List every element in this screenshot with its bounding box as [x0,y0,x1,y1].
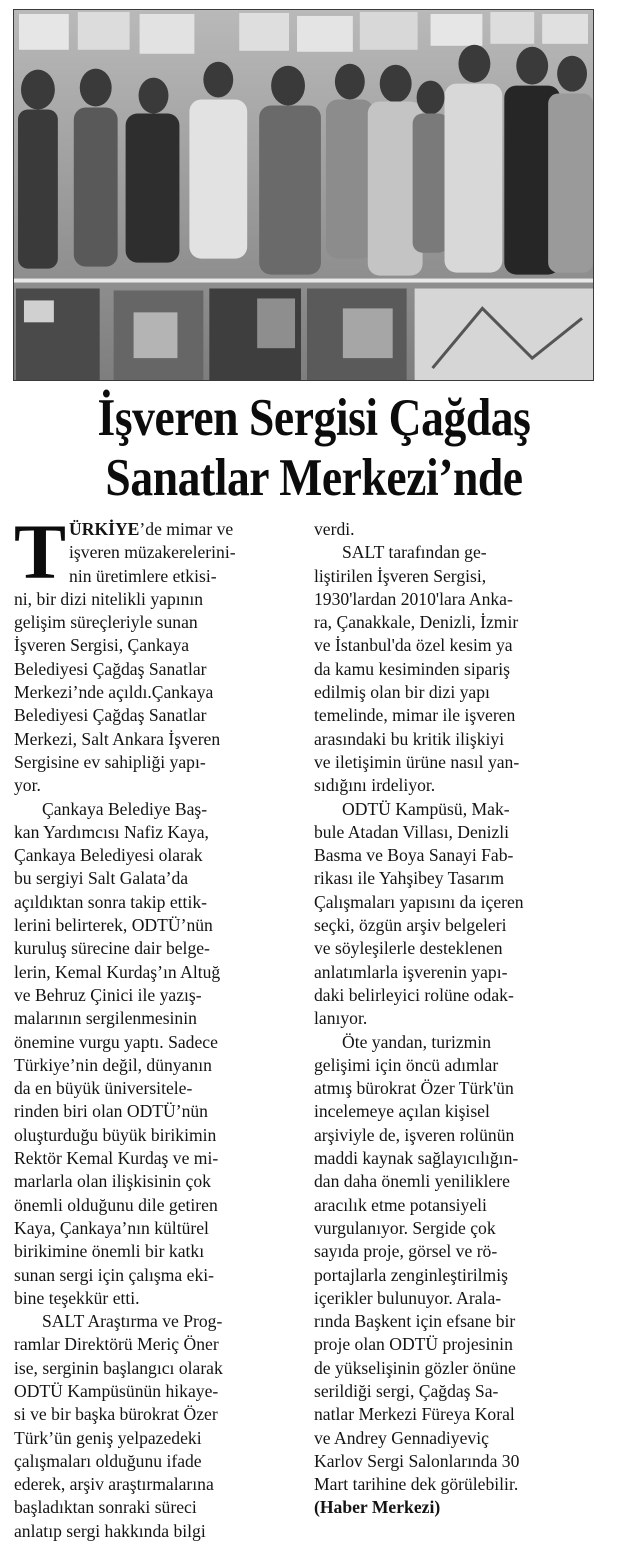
article-column-left [14,508,297,1543]
text-line: Kaya, Çankaya’nın kültürel [14,1217,209,1238]
text-line: gelişim süreçleriyle sunan [14,612,198,633]
text-line: daki belirleyici rolüne odak- [314,984,514,1005]
text-line: ise, serginin başlangıcı olarak [14,1357,223,1378]
text-line: arşiviyle de, işveren rolünün [314,1124,515,1145]
text-line: ODTÜ Kampüsünün hikaye- [14,1380,219,1401]
text-line: anlatıp sergi hakkında bilgi [14,1520,206,1541]
text-line: 1930'lardan 2010'lara Anka- [314,588,513,609]
text-line: natlar Merkezi Füreya Koral [314,1404,515,1425]
text-line: arasındaki bu kritik ilişkiyi [314,728,505,749]
article-column-right [314,518,614,1520]
text-line: İşveren Sergisi, Çankaya [14,635,190,656]
text-line: si ve bir başka bürokrat Özer [14,1404,218,1425]
text-line: önemine vurgu yaptı. Sadece [14,1031,218,1052]
text-line: başladıktan sonraki süreci [14,1497,197,1518]
text-line: kan Yardımcısı Nafiz Kaya, [14,821,209,842]
lead-word: ÜRKİYE [69,519,140,539]
photo-icon [14,10,593,380]
text-line: Basma ve Boya Sanayi Fab- [314,845,514,866]
text-line: ve iletişimin ürüne nasıl yan- [314,751,520,772]
text-line: ramlar Direktörü Meriç Öner [14,1334,219,1355]
text-line: kuruluş sürecine dair belge- [14,938,210,959]
text-line: Türkiye’nin değil, dünyanın [14,1054,212,1075]
text-line: temelinde, mimar ile işveren [314,705,516,726]
headline-line-2: Sanatlar Merkezi’nde [105,449,523,507]
text-line: vurgulanıyor. Sergide çok [314,1217,496,1238]
text-line: Sergisine ev sahipliği yapı- [14,751,206,772]
text-line: bine teşekkür etti. [14,1287,140,1308]
text-line: ve söyleşilerle desteklenen [314,938,503,959]
text-line: Çankaya Belediye Baş- [42,798,208,819]
text-line: yor. [14,775,41,796]
text-line: içerikler bulunuyor. Arala- [314,1287,502,1308]
text-line: marlarla olan ilişkisinin çok [14,1171,211,1192]
headline-line-1: İşveren Sergisi Çağdaş [97,389,531,447]
text-line: SALT Araştırma ve Prog- [42,1311,223,1332]
text-line: ÜRKİYE’de mimar ve [69,519,234,539]
text-line: Merkezi’nde açıldı.Çankaya [14,682,214,703]
text-line: de yükselişinin gözler önüne [314,1357,516,1378]
text-line: maddi kaynak sağlayıcılığın- [314,1148,519,1169]
text-line: proje olan ODTÜ projesinin [314,1334,513,1355]
text-line: nin üretimlere etkisi- [69,565,217,586]
text-line: sayıda proje, görsel ve rö- [314,1241,498,1262]
byline: (Haber Merkezi) [314,1497,441,1518]
text-line: Belediyesi Çağdaş Sanatlar [14,658,207,679]
text-line: Öte yandan, turizmin [342,1031,492,1052]
text-line: verdi. [314,519,355,539]
text-line: liştirilen İşveren Sergisi, [314,565,487,586]
text-line: gelişimi için öncü adımlar [314,1054,499,1075]
text-line: lerini belirterek, ODTÜ’nün [14,915,213,936]
text-line: bule Atadan Villası, Denizli [314,821,510,842]
text-line: Çankaya Belediyesi olarak [14,845,203,866]
text-line: önemli olduğunu dile getiren [14,1194,218,1215]
text-line: ederek, arşiv araştırmalarına [14,1474,214,1495]
text-line: Karlov Sergi Salonlarında 30 [314,1450,520,1471]
text-line: ve İstanbul'da özel kesim ya [314,635,513,656]
text-line: lanıyor. [314,1008,368,1029]
text-line: Belediyesi Çağdaş Sanatlar [14,705,207,726]
headline [51,388,577,508]
text-line: ve Andrey Gennadiyeviç [314,1427,489,1448]
article-photo [13,9,594,381]
text-line: ODTÜ Kampüsü, Mak- [342,798,510,819]
drop-cap: T [14,508,67,595]
text-line: edilmiş olan bir dizi yapı [314,682,490,703]
text-line: aracılık etme potansiyeli [314,1194,487,1215]
text-line: çalışmaları olduğunu ifade [14,1450,202,1471]
text-line: Merkezi, Salt Ankara İşveren [14,728,221,749]
text-line: SALT tarafından ge- [342,542,487,563]
text-line: da en büyük üniversitele- [14,1078,193,1099]
text-line: ra, Çanakkale, Denizli, İzmir [314,612,519,633]
text-line: atmış bürokrat Özer Türk'ün [314,1078,514,1099]
text-line: rinden biri olan ODTÜ’nün [14,1101,208,1122]
text-line: lerin, Kemal Kurdaş’ın Altuğ [14,961,221,982]
text-line: oluşturduğu büyük birikimin [14,1124,217,1145]
text-line: anlatımlarla işverenin yapı- [314,961,508,982]
text-line: serildiği sergi, Çağdaş Sa- [314,1380,499,1401]
text-line: Türk’ün geniş yelpazedeki [14,1427,202,1448]
text-line: bu sergiyi Salt Galata’da [14,868,189,889]
text-line: ni, bir dizi nitelikli yapının [14,588,204,609]
text-line: seçki, özgün arşiv belgeleri [314,915,507,936]
text-line: rikası ile Yahşibey Tasarım [314,868,504,889]
text-line: da kamu kesiminden sipariş [314,658,510,679]
text-line: rında Başkent için efsane bir [314,1311,516,1332]
text-line: incelemeye açılan kişisel [314,1101,490,1122]
text-line: ve Behruz Çinici ile yazış- [14,984,202,1005]
text-line: Rektör Kemal Kurdaş ve mi- [14,1148,219,1169]
text-line: sıdığını irdeliyor. [314,775,436,796]
text-line: malarının sergilenmesinin [14,1008,197,1029]
text-line: Mart tarihine dek görülebilir. [314,1474,519,1495]
text-line: birikimine önemli bir katkı [14,1241,205,1262]
text-line: sunan sergi için çalışma eki- [14,1264,214,1285]
text-line: işveren müzakerelerini- [69,542,236,563]
text-line: dan daha önemli yeniliklere [314,1171,510,1192]
text-line: Çalışmaları yapısını da içeren [314,891,524,912]
text-line: portajlarla zenginleştirilmiş [314,1264,508,1285]
text-line: açıldıktan sonra takip ettik- [14,891,207,912]
